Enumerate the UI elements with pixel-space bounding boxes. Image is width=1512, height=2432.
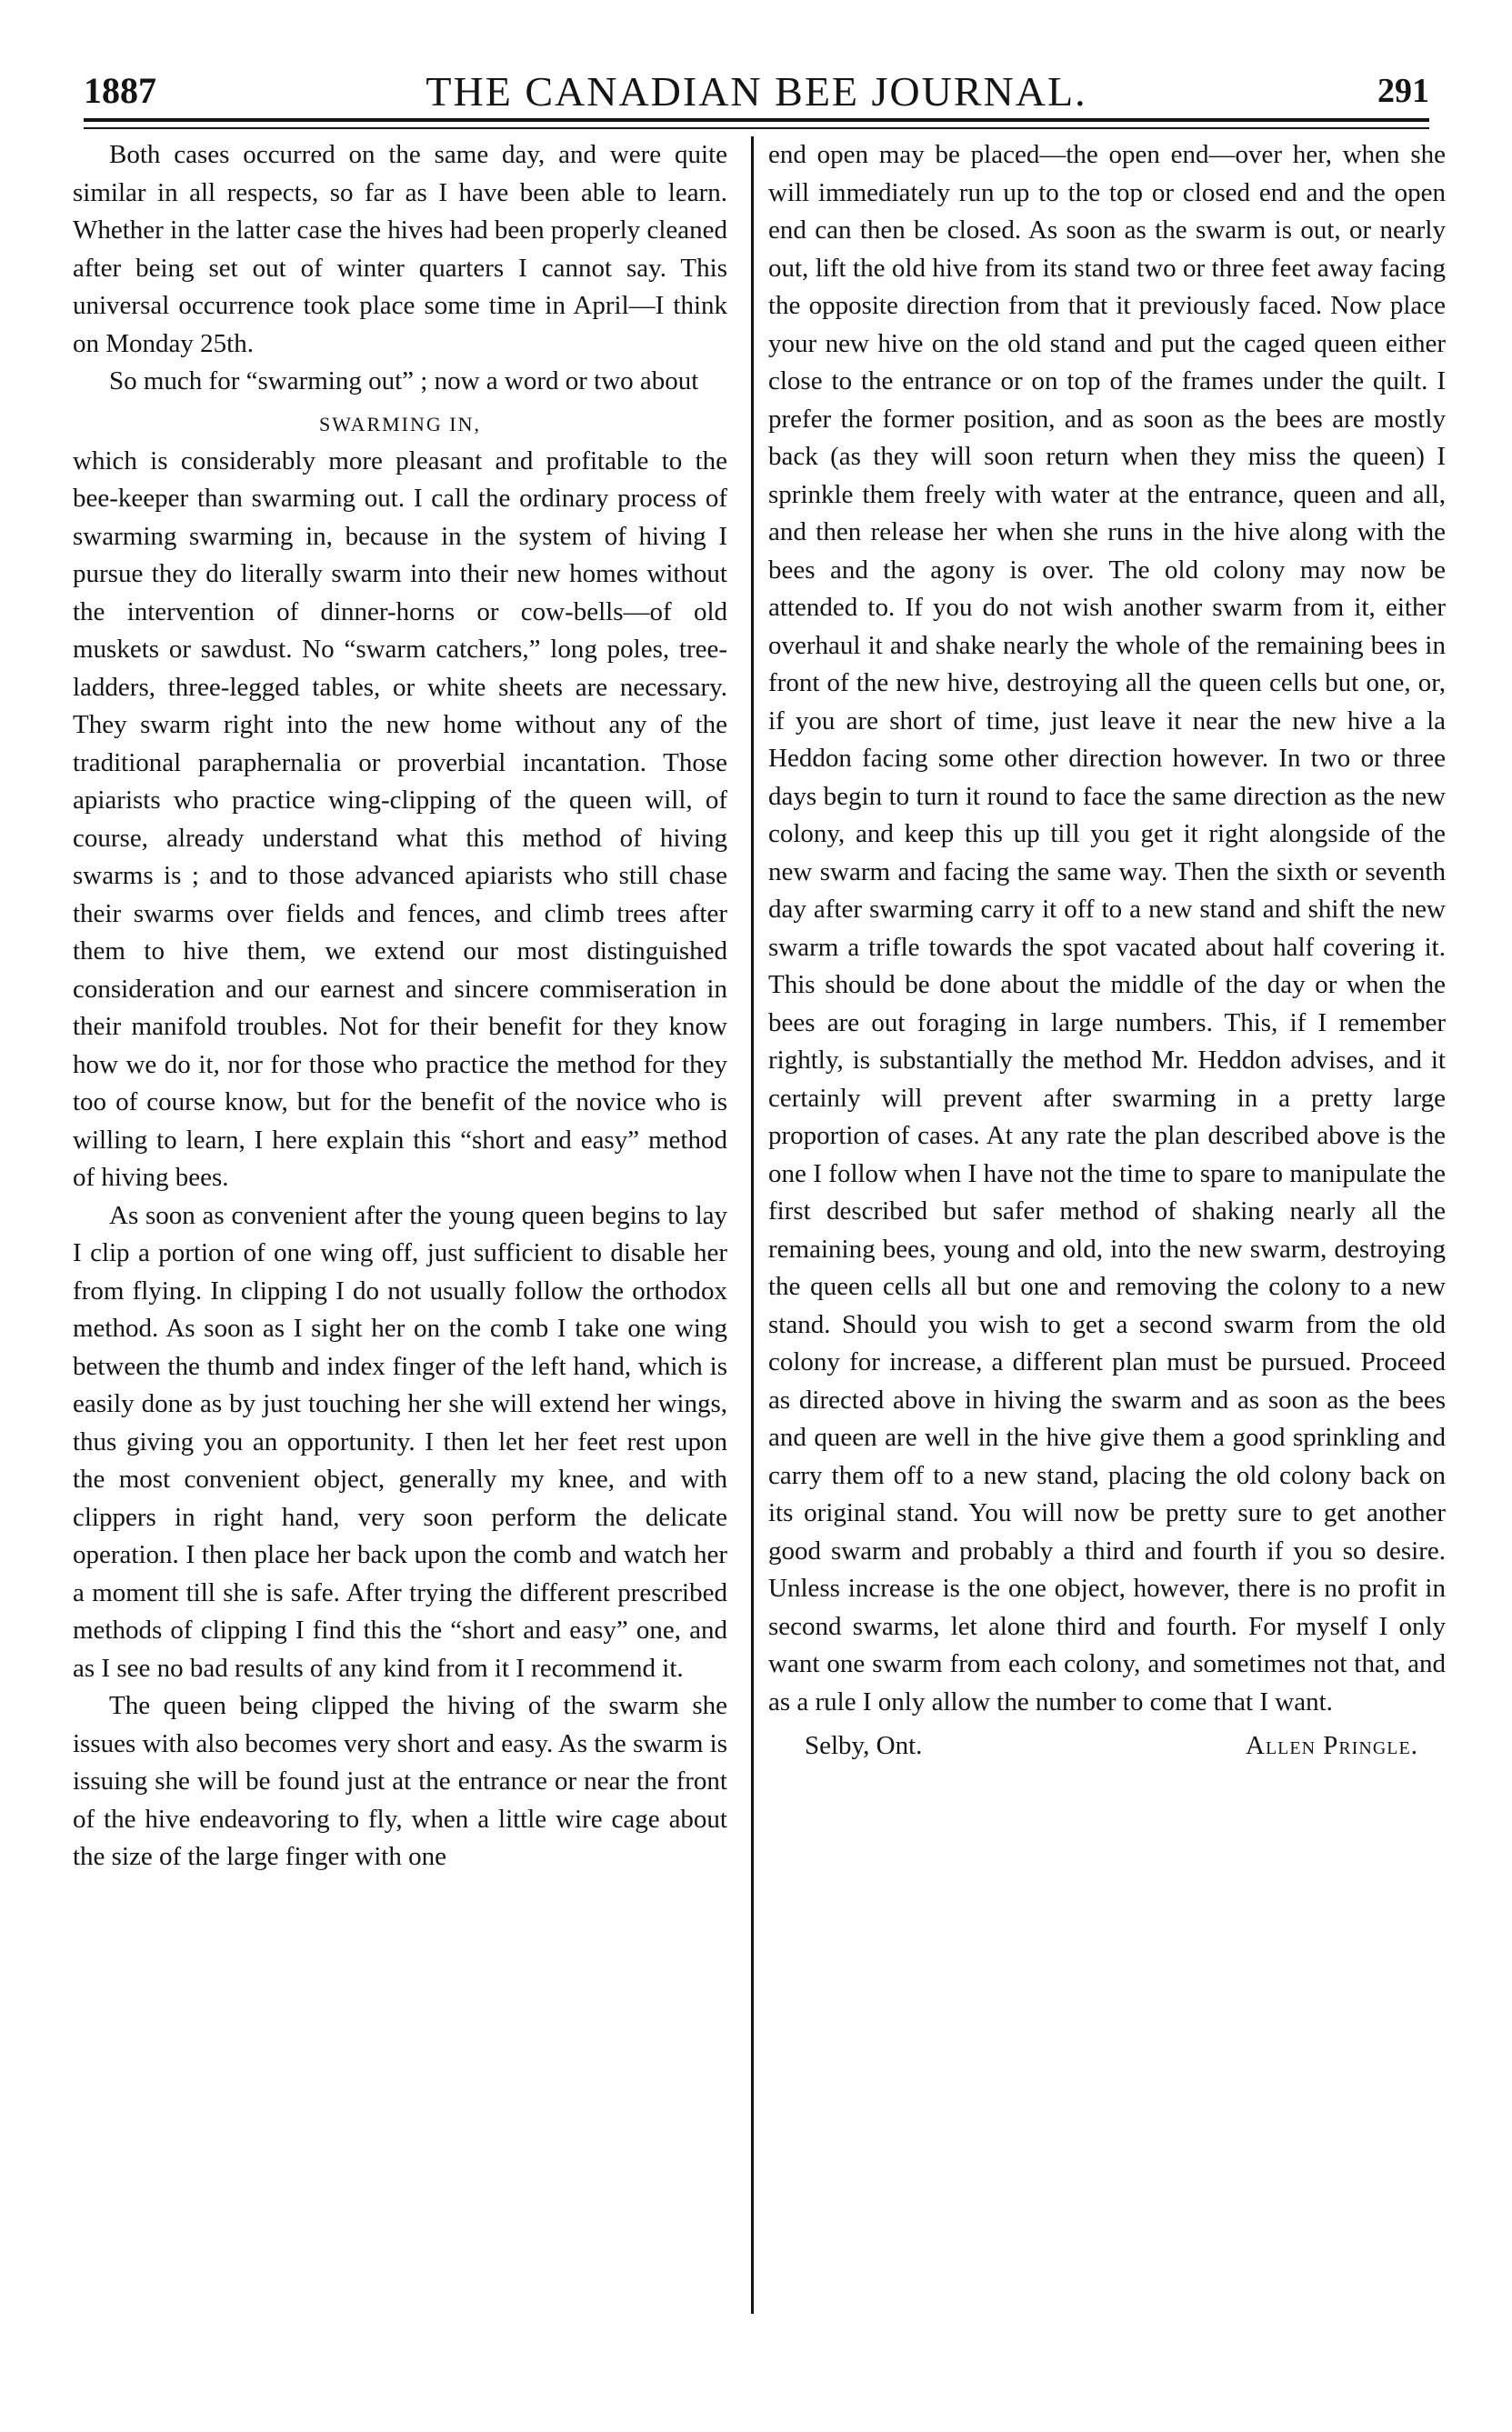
signature-place: Selby, Ont. bbox=[805, 1731, 923, 1760]
journal-title: THE CANADIAN BEE JOURNAL. bbox=[426, 68, 1087, 115]
signature-author: Allen Pringle. bbox=[1246, 1731, 1418, 1760]
section-subheading: SWARMING IN, bbox=[319, 412, 481, 435]
header-rule-thick bbox=[84, 118, 1429, 122]
signature-line bbox=[768, 1721, 1446, 1765]
left-paragraph-1: Both cases occurred on the same day, and were quite similar in all respects, so far as I have been able to learn. Whether in the latter case the hives had been properly cleaned after being set out of winter quarters I cannot say. This universal occurrence took place some time in April—I think on Monday 25th. bbox=[73, 140, 727, 358]
right-column bbox=[768, 136, 1446, 2391]
header-rule-thin bbox=[84, 127, 1429, 129]
left-paragraph-2: So much for “swarming out” ; now a word or two about bbox=[109, 366, 699, 395]
left-paragraph-4: As soon as convenient after the young queen begins to lay I clip a portion of one wing off, just sufficient to disable her from flying. In clipping I do not usually follow the orthodox method. As soon as I sight her on the comb I take one wing between the thumb and index finger of the left hand, which is easily done as by just touching her she will extend her wings, thus giving you an opportunity. I then let her feet rest upon the most convenient object, generally my knee, and with clippers in right hand, very soon perform the delicate operation. I then place her back upon the comb and watch her a moment till she is safe. After trying the different prescribed methods of clipping I find this the “short and easy” one, and as I see no bad results of any kind from it I recommend it. bbox=[73, 1200, 727, 1683]
left-paragraph-3: which is considerably more pleasant and profitable to the bee-keeper than swarming out. I call the ordinary process of swarming swarming in, because in the system of hiving I pursue they do literally swarm into their new homes without the intervention of dinner-horns or cow-bells—of old muskets or sawdust. No “swarm catchers,” long poles, tree-ladders, three-legged tables, or white sheets are necessary. They swarm right into the new home without any of the traditional paraphernalia or proverbial incantation. Those apiarists who practice wing-clipping of the queen will, of course, already understand what this method of hiving swarms is ; and to those advanced apiarists who still chase their swarms over fields and fences, and climb trees after them to hive them, we extend our most distinguished consideration and our earnest and sincere commiseration in their manifold troubles. Not for their benefit for they know how we do it, nor for those who practice the method for they too of course know, but for the benefit of the novice who is willing to learn, I here explain this “short and easy” method of hiving bees. bbox=[73, 445, 727, 1192]
page-number: 291 bbox=[1377, 72, 1429, 110]
column-divider bbox=[751, 136, 754, 2314]
header-year: 1887 bbox=[84, 70, 156, 111]
right-paragraph-1: end open may be placed—the open end—over her, when she will immediately run up to the top or closed end and the open end can then be closed. As soon as the swarm is out, or nearly out, lift the old hive from its stand two or three feet away facing the opposite direction from that it previously faced. Now place your new hive on the old stand and put the caged queen either close to the entrance or on top of the frames under the quilt. I prefer the former position, and as soon as the bees are mostly back (as they will soon return when they miss the queen) I sprinkle them freely with water at the entrance, queen and all, and then release her when she runs in the hive along with the bees and the agony is over. The old colony may now be attended to. If you do not wish another swarm from it, either overhaul it and shake nearly the whole of the remaining bees in front of the new hive, destroying all the queen cells but one, or, if you are short of time, just leave it near the new hive a la Heddon facing some other direction however. In two or three days begin to turn it round to face the same direction as the new colony, and keep this up till you get it right alongside of the new swarm and facing the same way. Then the sixth or seventh day after swarming carry it off to a new stand and shift the new swarm a trifle towards the spot vacated about half covering it. This should be done about the middle of the day or when the bees are out foraging in large numbers. This, if I remember rightly, is substantially the method Mr. Heddon advises, and it certainly will prevent after swarming in a pretty large proportion of cases. At any rate the plan described above is the one I follow when I have not the time to spare to manipulate the first described but safer method of shaking nearly all the remaining bees, young and old, into the new swarm, destroying the queen cells all but one and removing the colony to a new stand. Should you wish to get a second swarm from the old colony for increase, a different plan must be pursued. Proceed as directed above in hiving the swarm and as soon as the bees and queen are well in the hive give them a good sprinkling and carry them off to a new stand, placing the old colony back on its original stand. You will now be pretty sure to get another good swarm and probably a third and fourth if you so desire. Unless increase is the one object, however, there is no profit in second swarms, let alone third and fourth. For myself I only want one swarm from each colony, and sometimes not that, and as a rule I only allow the number to come that I want. bbox=[768, 140, 1446, 1716]
left-paragraph-5: The queen being clipped the hiving of the swarm she issues with also becomes very short and easy. As the swarm is issuing she will be found just at the entrance or near the front of the hive endeavoring to fly, when a little wire cage about the size of the large finger with one bbox=[73, 1691, 727, 1871]
page-header bbox=[84, 62, 1429, 125]
left-column bbox=[73, 136, 727, 2391]
